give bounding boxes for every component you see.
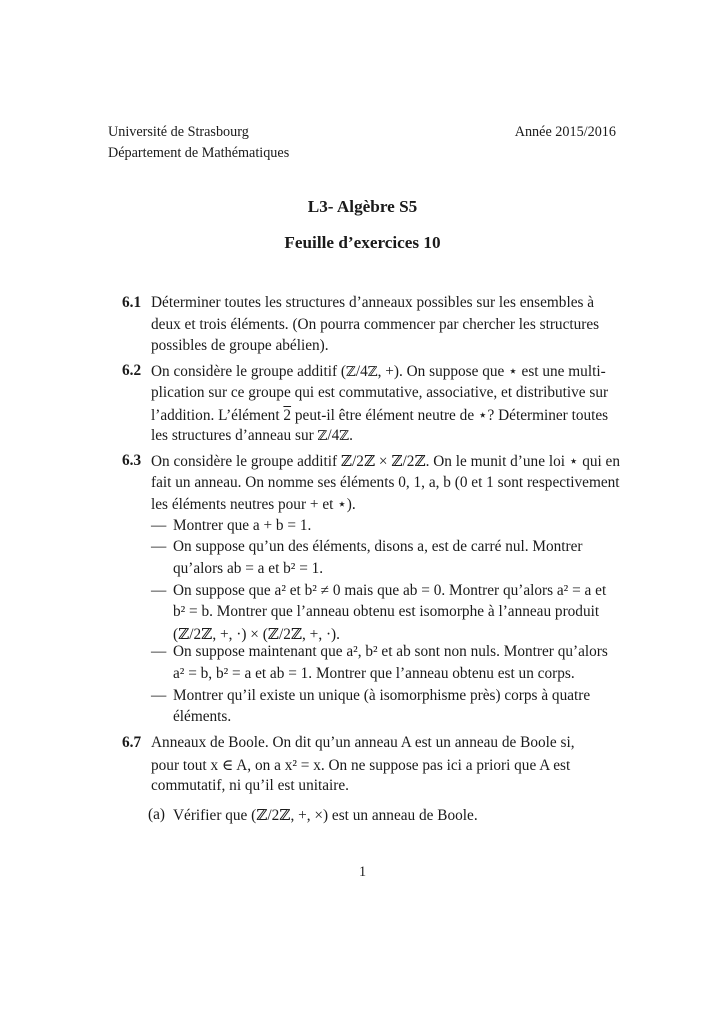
list-item: Montrer que a + b = 1. [173, 517, 312, 534]
list-dash: — [151, 582, 167, 599]
list-item: On suppose qu’un des éléments, disons a, est de carré nul. Montrer [173, 538, 583, 555]
page-title: L3- Algèbre S5 [307, 197, 418, 216]
list-dash: — [151, 687, 167, 704]
exercise-text-line: les éléments neutres pour + et ⋆). [151, 496, 356, 513]
list-dash: — [151, 538, 167, 555]
exercise-number: 6.1 [122, 294, 142, 311]
list-item-continuation: qu’alors ab = a et b² = 1. [173, 560, 324, 577]
exercise-number: 6.2 [122, 362, 142, 379]
exercise-text-line: On considère le groupe additif ℤ/2ℤ × ℤ/2ℤ. On le munit d’une loi ⋆ qui en [151, 453, 620, 470]
list-item-continuation: b² = b. Montrer que l’anneau obtenu est isomorphe à l’anneau produit [173, 603, 600, 620]
exercise-text-line: pour tout x ∈ A, on a x² = x. On ne suppose pas ici a priori que A est [151, 757, 571, 774]
exercise-text-line: possibles de groupe abélien). [151, 337, 329, 354]
university-name: Université de Strasbourg [108, 124, 249, 140]
exercise-text-line: l’addition. L’élément 2 peut-il être élément neutre de ⋆? Déterminer toutes [151, 407, 609, 424]
list-item-continuation: (ℤ/2ℤ, +, ·) × (ℤ/2ℤ, +, ·). [173, 626, 340, 643]
exercise-text-line: fait un anneau. On nomme ses éléments 0, 1, a, b (0 et 1 sont respectivement [151, 474, 620, 491]
exercise-number: 6.3 [122, 452, 142, 469]
page-subtitle: Feuille d’exercices 10 [284, 233, 441, 252]
exercise-text-line: commutatif, ni qu’il est unitaire. [151, 777, 349, 794]
list-dash: — [151, 643, 167, 660]
exercise-number: 6.7 [122, 734, 142, 751]
exercise-text-line: On considère le groupe additif (ℤ/4ℤ, +). On suppose que ⋆ est une multi- [151, 363, 606, 380]
list-item: On suppose que a² et b² ≠ 0 mais que ab = 0. Montrer qu’alors a² = a et [173, 582, 607, 599]
exercise-text-line: plication sur ce groupe qui est commutative, associative, et distributive sur [151, 384, 609, 401]
exercise-text-line: Déterminer toutes les structures d’anneaux possibles sur les ensembles à [151, 294, 595, 311]
list-item: On suppose maintenant que a², b² et ab sont non nuls. Montrer qu’alors [173, 643, 608, 660]
list-item-continuation: éléments. [173, 708, 232, 725]
list-item-continuation: a² = b, b² = a et ab = 1. Montrer que l’anneau obtenu est un corps. [173, 665, 575, 682]
sub-question-label: (a) [148, 806, 165, 823]
department-name: Département de Mathématiques [108, 145, 290, 161]
academic-year: Année 2015/2016 [514, 124, 616, 140]
exercise-text-line: les structures d’anneau sur ℤ/4ℤ. [151, 427, 353, 444]
exercise-text-line: deux et trois éléments. (On pourra commencer par chercher les structures [151, 316, 600, 333]
page-number: 1 [358, 864, 367, 880]
list-dash: — [151, 517, 167, 534]
list-item: Montrer qu’il existe un unique (à isomorphisme près) corps à quatre [173, 687, 591, 704]
exercise-text-line: Anneaux de Boole. On dit qu’un anneau A est un anneau de Boole si, [151, 734, 575, 751]
sub-question-text: Vérifier que (ℤ/2ℤ, +, ×) est un anneau de Boole. [173, 807, 478, 824]
